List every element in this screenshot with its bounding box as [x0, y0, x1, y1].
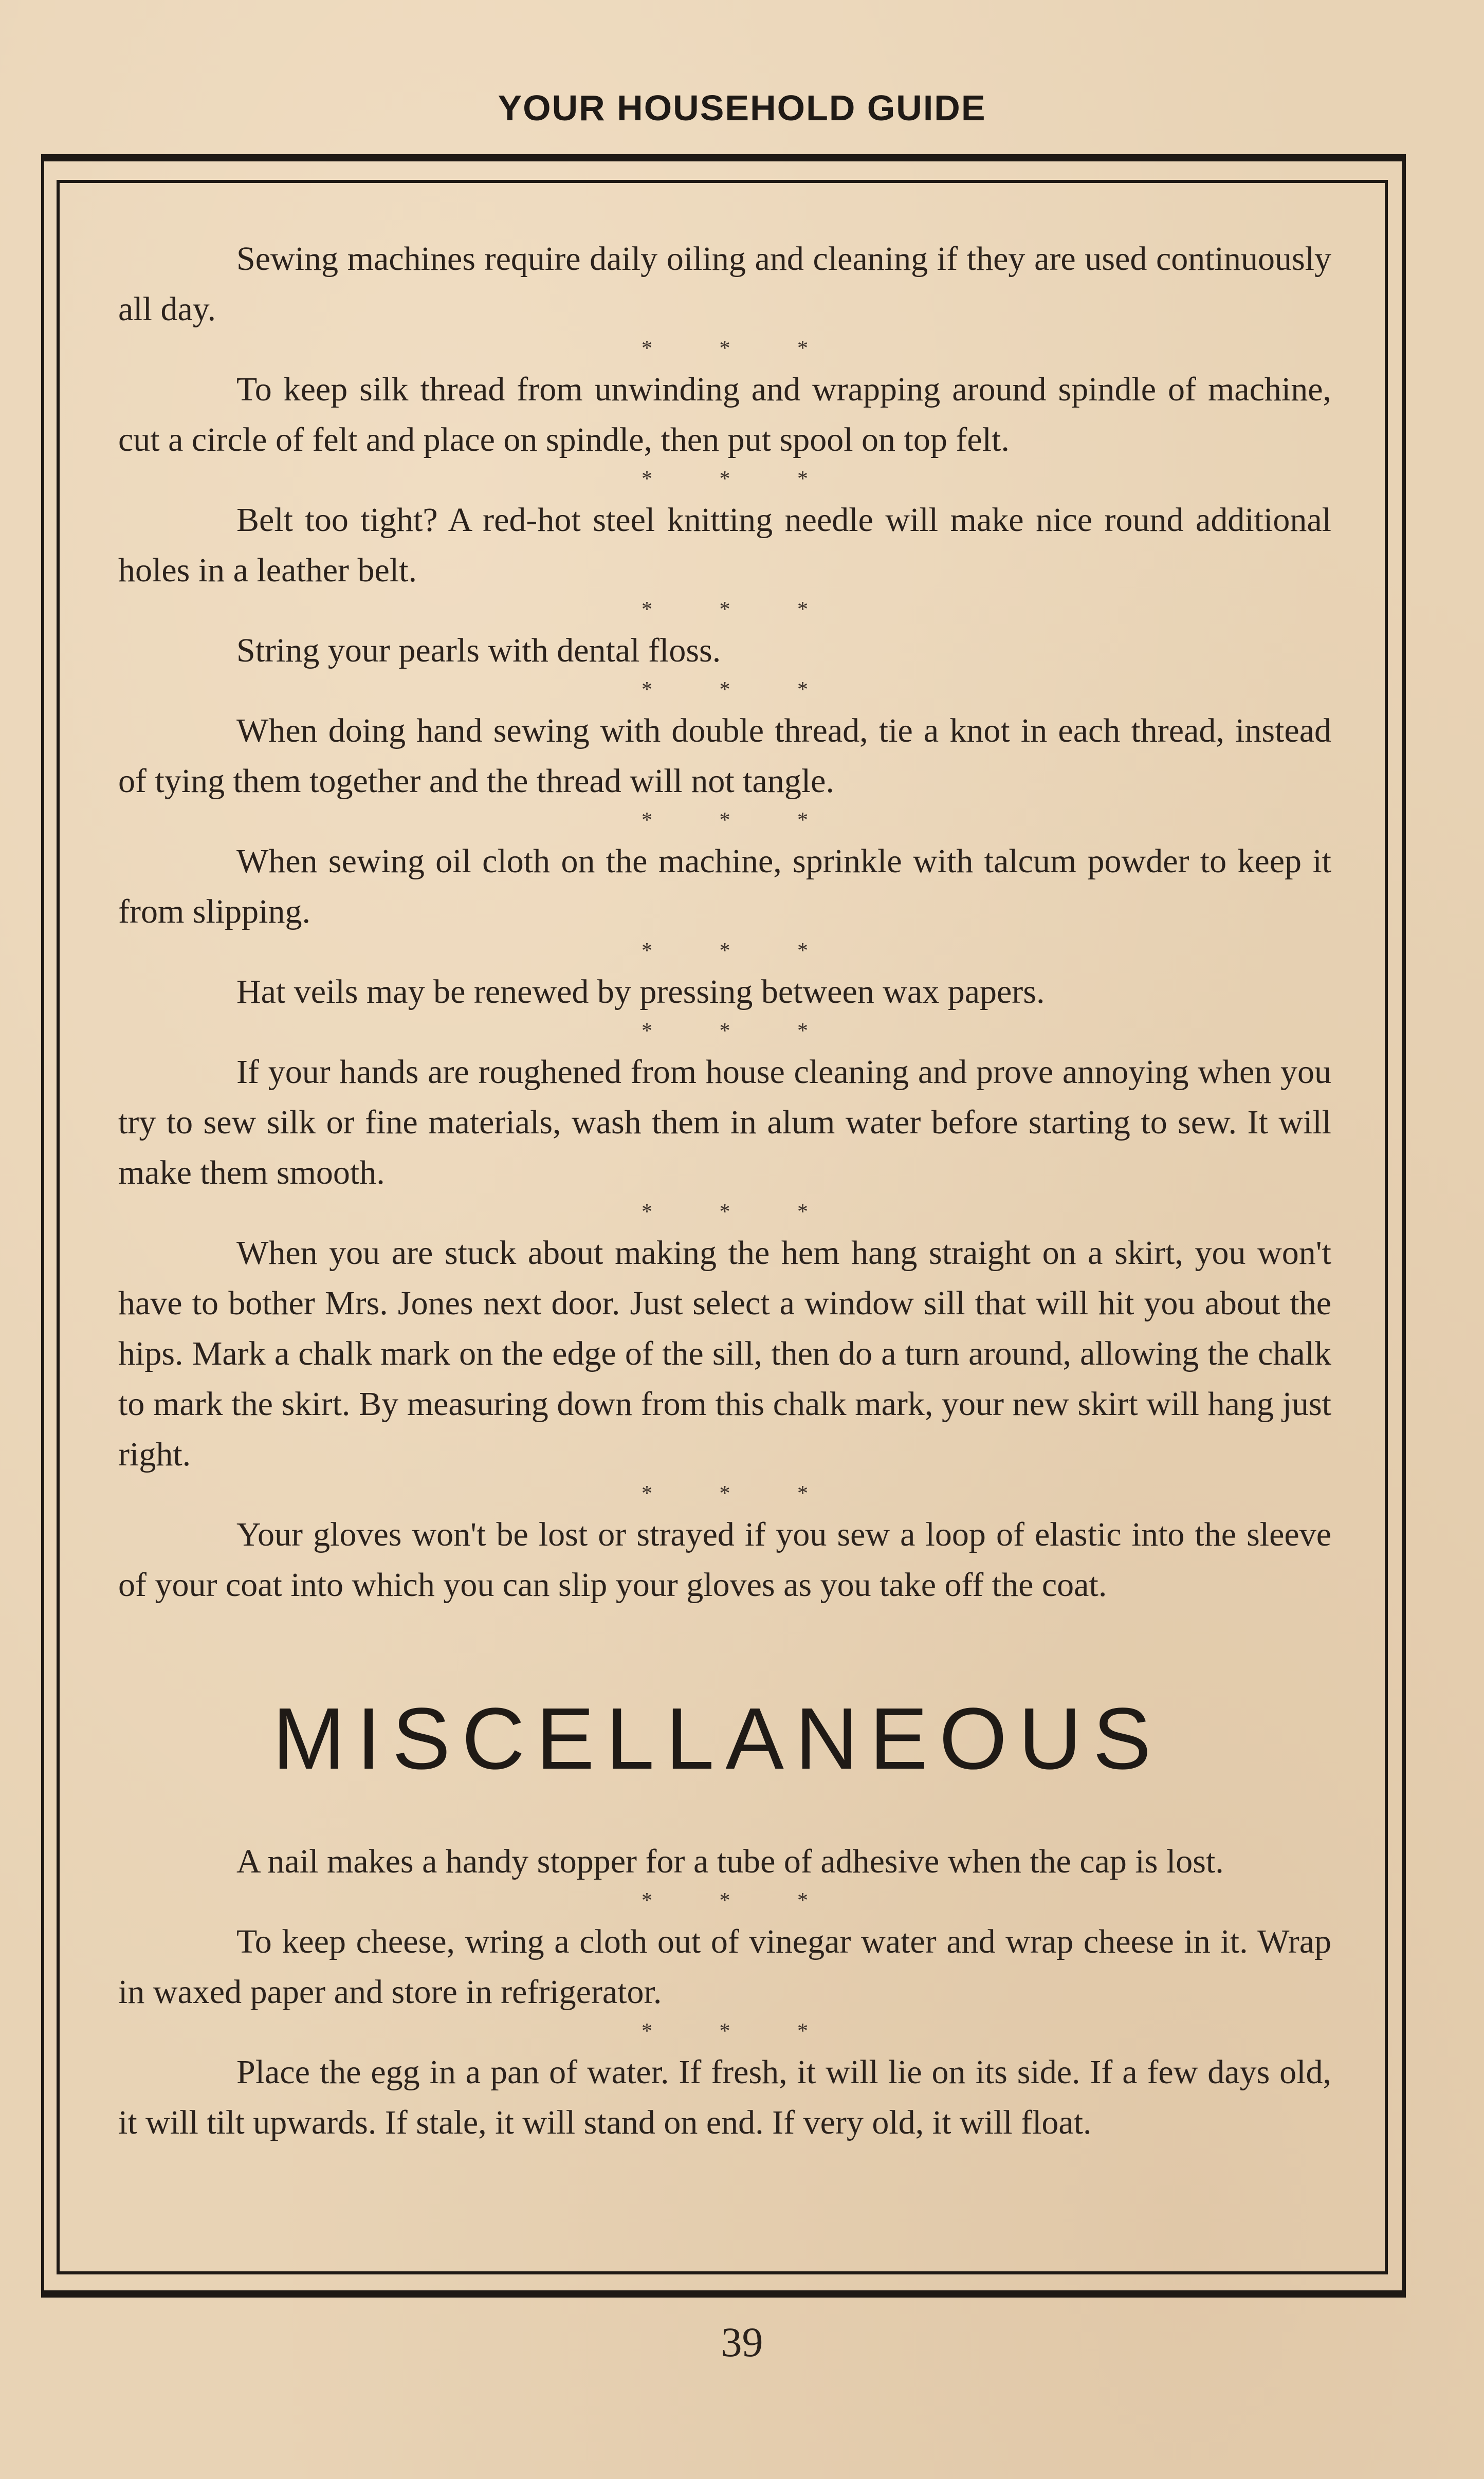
- tip-paragraph: When sewing oil cloth on the machine, sprinkle with talcum powder to keep it from slipping.: [118, 842, 1331, 930]
- tip-paragraph: Your gloves won't be lost or strayed if you sew a loop of elastic into the sleeve of your coat into which you can slip your gloves as you take off the coat.: [118, 1516, 1331, 1604]
- section-heading-miscellaneous: MISCELLANEOUS: [272, 1690, 1163, 1788]
- asterism-separator: * * *: [642, 2019, 839, 2043]
- asterism-separator: * * *: [642, 809, 839, 832]
- asterism-separator: * * *: [642, 1200, 839, 1224]
- page-number: 39: [721, 2319, 763, 2365]
- tip-paragraph: A nail makes a handy stopper for a tube of adhesive when the cap is lost.: [236, 1843, 1224, 1880]
- tip-paragraph: When you are stuck about making the hem hang straight on a skirt, you won't have to bother Mrs. Jones next door. Just select a window sill that will hit you about the hips. Mark a chalk mark on the edge of the sill, then do a turn around, allowing the chalk to mark the skirt. By measuring down from this chalk mark, your new skirt will hang just right.: [118, 1234, 1331, 1473]
- tip-paragraph: When doing hand sewing with double thread, tie a knot in each thread, instead of tying them together and the thread will not tangle.: [118, 712, 1331, 800]
- asterism-separator: * * *: [642, 939, 839, 963]
- tip-paragraph: Place the egg in a pan of water. If fresh, it will lie on its side. If a few days old, it will tilt upwards. If stale, it will stand on end. If very old, it will float.: [118, 2053, 1331, 2141]
- running-header: YOUR HOUSEHOLD GUIDE: [498, 88, 986, 128]
- tip-paragraph: String your pearls with dental floss.: [236, 632, 721, 669]
- asterism-separator: * * *: [642, 467, 839, 491]
- tip-paragraph: To keep cheese, wring a cloth out of vinegar water and wrap cheese in it. Wrap in waxed paper and store in refrigerator.: [118, 1923, 1331, 2011]
- asterism-separator: * * *: [642, 678, 839, 702]
- tip-paragraph: Hat veils may be renewed by pressing between wax papers.: [236, 973, 1045, 1011]
- asterism-separator: * * *: [642, 1482, 839, 1505]
- page-content: [118, 234, 1331, 2148]
- asterism-separator: * * *: [642, 598, 839, 621]
- asterism-separator: * * *: [642, 1019, 839, 1043]
- asterism-separator: * * *: [642, 337, 839, 360]
- tip-paragraph: Sewing machines require daily oiling and cleaning if they are used continuously all day.: [118, 240, 1331, 328]
- tip-paragraph: Belt too tight? A red-hot steel knitting needle will make nice round additional holes in a leather belt.: [118, 501, 1331, 589]
- tip-paragraph: If your hands are roughened from house cleaning and prove annoying when you try to sew silk or fine materials, wash them in alum water before starting to sew. It will make them smooth.: [118, 1053, 1331, 1191]
- tip-paragraph: To keep silk thread from unwinding and wrapping around spindle of machine, cut a circle of felt and place on spindle, then put spool on top felt.: [118, 371, 1331, 458]
- asterism-separator: * * *: [642, 1889, 839, 1913]
